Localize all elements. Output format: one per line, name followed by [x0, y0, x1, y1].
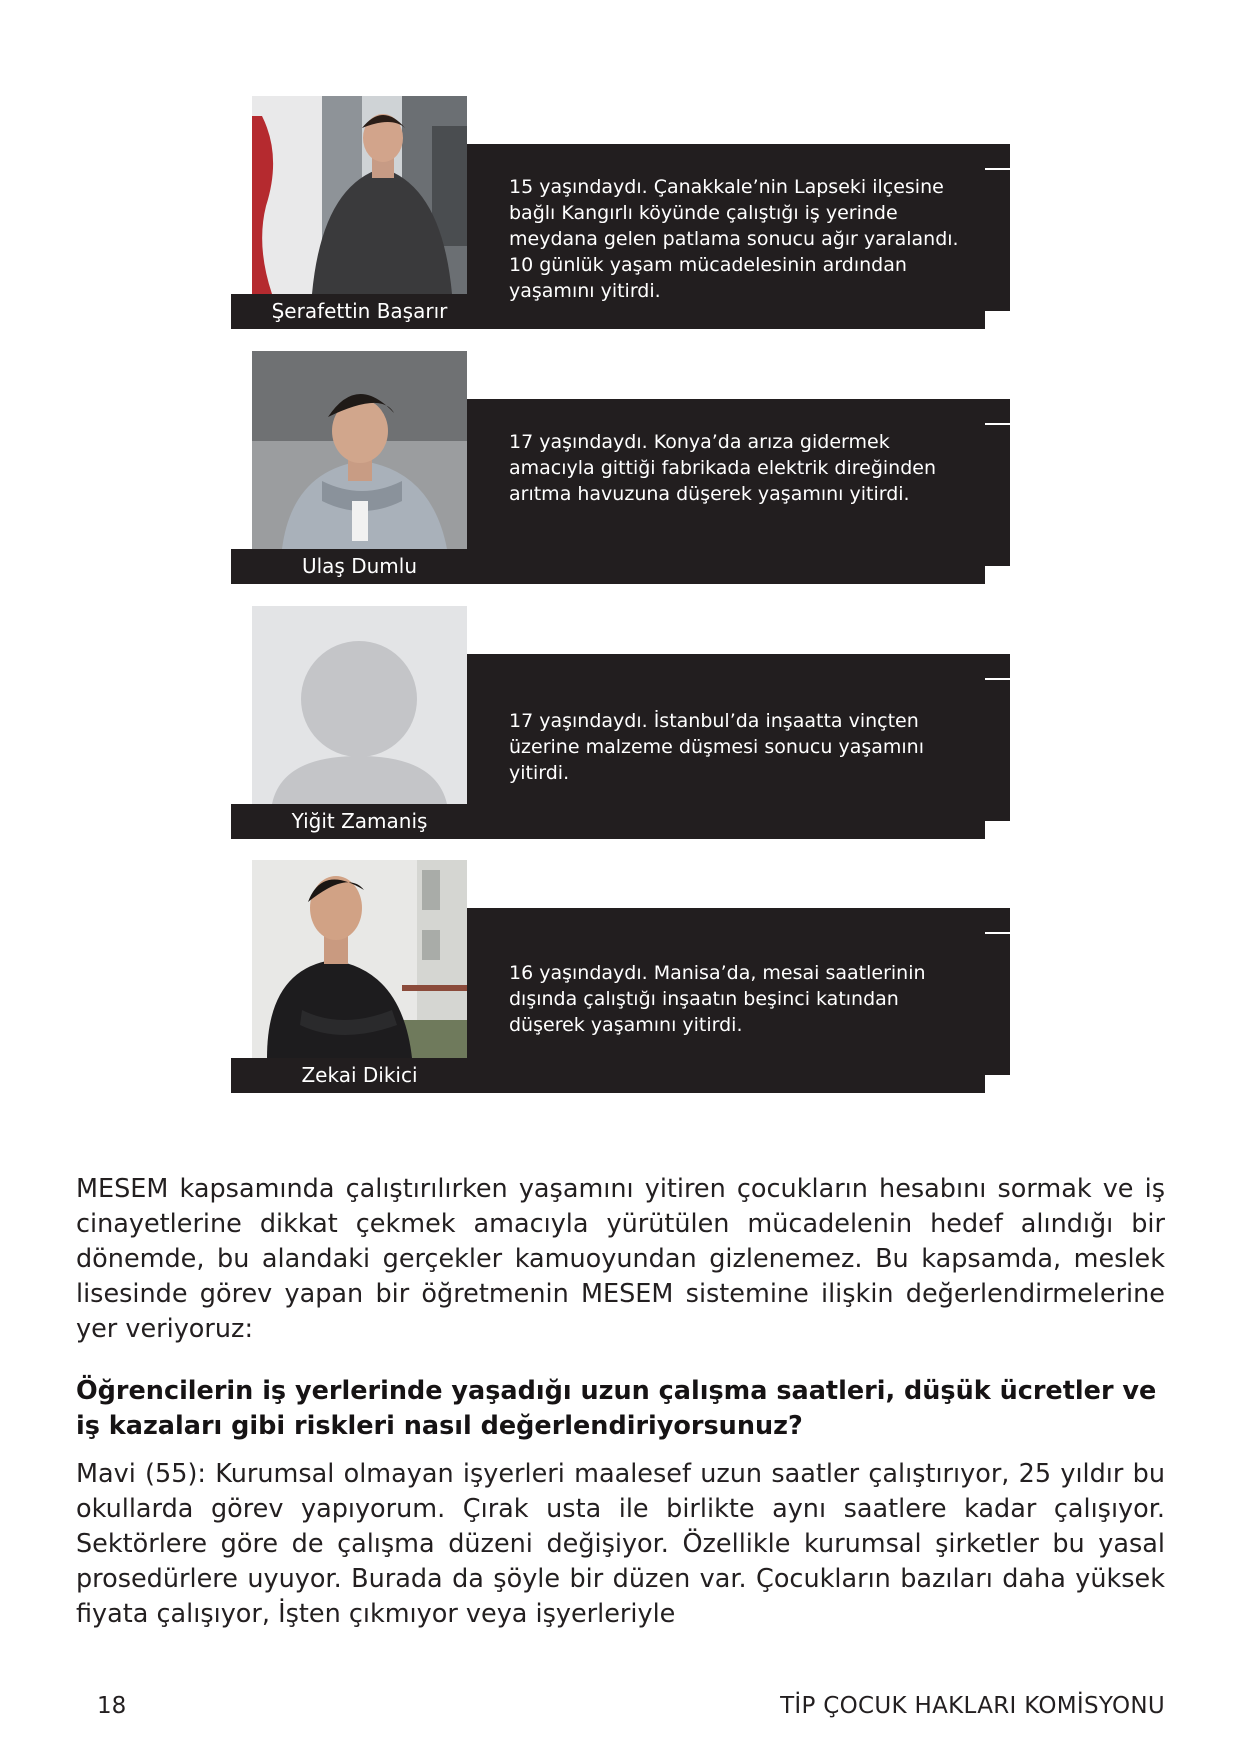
info-text: 16 yaşındaydı. Manisa’da, mesai saatlerinin dışında çalıştığı inşaatın beşinci katından düşerek yaşamını yitirdi.	[509, 962, 926, 1036]
interview-question: Öğrencilerin iş yerlerinde yaşadığı uzun çalışma saatleri, düşük ücretler ve iş kazaları gibi riskleri nasıl değerlendiriyorsunuz?	[76, 1376, 1157, 1441]
placeholder-avatar	[252, 606, 467, 804]
info-text: 17 yaşındaydı. İstanbul’da inşaatta vinçten üzerine malzeme düşmesi sonucu yaşamını yitirdi.	[509, 710, 924, 784]
intro-paragraph: MESEM kapsamında çalıştırılırken yaşamını yitiren çocukların hesabını sormak ve iş cinayetlerine dikkat çekmek amacıyla yürütülen mücadelenin hedef alındığı bir dönemde, bu alandaki gerçekler kamuoyundan gizlenemez. Bu kapsamda, meslek lisesinde görev yapan bir öğretmenin MESEM sistemine ilişkin değerlendirmelerine yer veriyoruz:	[76, 1174, 1165, 1344]
info-text: 17 yaşındaydı. Konya’da arıza gidermek amacıyla gittiği fabrikada elektrik direğinden arıtma havuzuna düşerek yaşamını yitirdi.	[509, 431, 936, 505]
memorial-card	[0, 606, 1241, 841]
name-label: Şerafettin Başarır	[231, 294, 488, 329]
memorial-card	[0, 96, 1241, 331]
box-tab-decoration	[985, 908, 1010, 932]
info-text: 15 yaşındaydı. Çanakkale’nin Lapseki ilçesine bağlı Kangırlı köyünde çalıştığı iş yerinde meydana gelen patlama sonucu ağır yaralandı. 10 günlük yaşam mücadelesinin ardından yaşamını yitirdi.	[509, 176, 959, 302]
box-tab-decoration	[985, 680, 1010, 821]
portrait-photo	[252, 860, 467, 1058]
name-label: Yiğit Zamaniş	[231, 804, 488, 839]
box-tab-decoration	[985, 144, 1010, 168]
portrait-photo	[252, 351, 467, 549]
memorial-card	[0, 351, 1241, 586]
name-label: Zekai Dikici	[231, 1058, 488, 1093]
footer-title: TİP ÇOCUK HAKLARI KOMİSYONU	[780, 1693, 1165, 1719]
box-tab-decoration	[985, 425, 1010, 566]
memorial-card	[0, 860, 1241, 1095]
name-label: Ulaş Dumlu	[231, 549, 488, 584]
box-tab-decoration	[985, 170, 1010, 311]
portrait-photo	[252, 96, 467, 294]
box-tab-decoration	[985, 399, 1010, 423]
page-number: 18	[97, 1693, 127, 1719]
box-tab-decoration	[985, 934, 1010, 1075]
box-tab-decoration	[985, 654, 1010, 678]
interview-answer: Mavi (55): Kurumsal olmayan işyerleri maalesef uzun saatler çalıştırıyor, 25 yıldır bu okullarda görev yapıyorum. Çırak usta ile birlikte aynı saatlere kadar çalışıyor. Sektörlere göre de çalışma düzeni değişiyor. Özellikle kurumsal şirketler bu yasal prosedürlere uyuyor. Burada da şöyle bir düzen var. Çocukların bazıları daha yüksek fiyata çalışıyor, İşten çıkmıyor veya işyerleriyle	[76, 1459, 1165, 1629]
